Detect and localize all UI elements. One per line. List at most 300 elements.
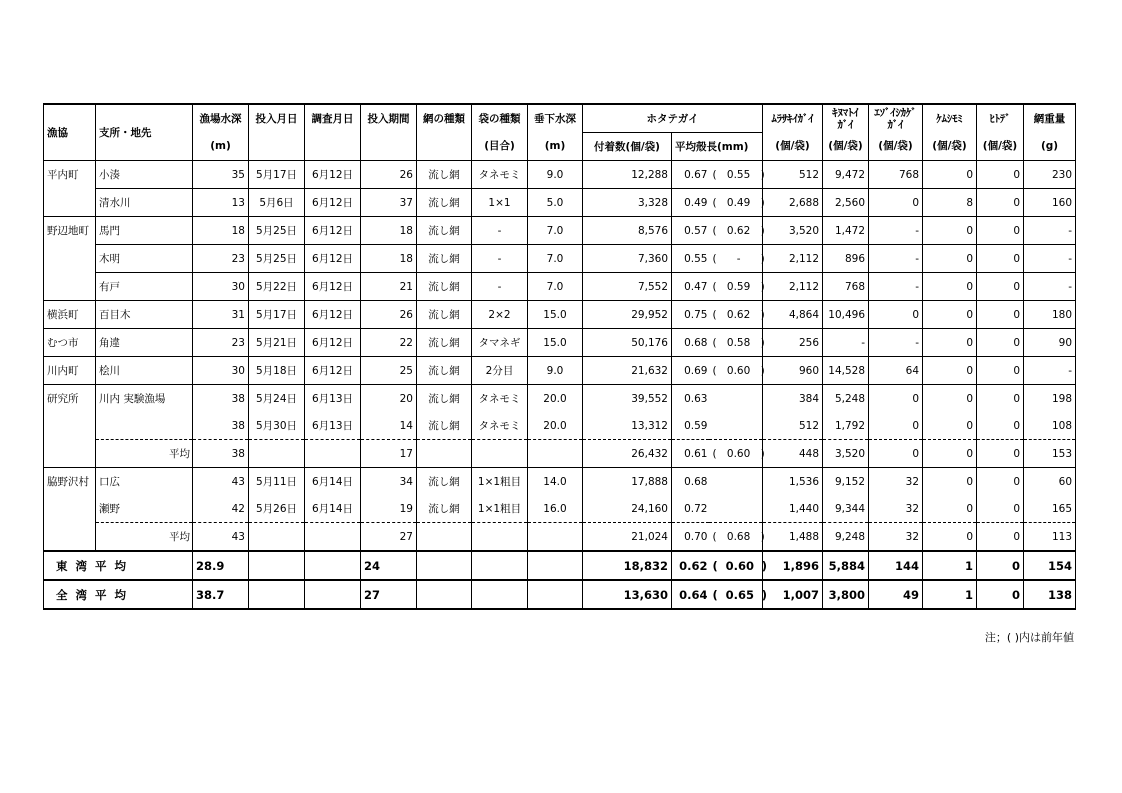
cell-survey bbox=[305, 440, 361, 468]
cell-bag: - bbox=[472, 273, 528, 301]
prev-value: 0.49 bbox=[726, 196, 751, 209]
cell-sp3: 0 bbox=[869, 412, 923, 440]
cell-period: 22 bbox=[361, 329, 417, 357]
cell-branch: 角違 bbox=[96, 329, 193, 357]
total-empty bbox=[528, 551, 583, 580]
cell-sp3: 32 bbox=[869, 495, 923, 523]
cell-survey: 6月14日 bbox=[305, 468, 361, 496]
total-prev-length bbox=[709, 580, 768, 609]
cell-count: 29,952 bbox=[583, 301, 672, 329]
header-sp2-line2: ｶﾞｲ bbox=[837, 118, 854, 131]
cell-survey: 6月12日 bbox=[305, 357, 361, 385]
cell-set: 5月6日 bbox=[249, 189, 305, 217]
cell-sp1: 512 bbox=[763, 161, 823, 189]
total-count: 18,832 bbox=[583, 551, 672, 580]
total-depth: 38.7 bbox=[193, 580, 249, 609]
cell-sp3: 0 bbox=[869, 385, 923, 413]
cell-hang: 9.0 bbox=[528, 161, 583, 189]
header-region: 漁協 bbox=[44, 104, 96, 161]
paren-open: ( bbox=[712, 587, 718, 602]
cell-count: 13,312 bbox=[583, 412, 672, 440]
cell-net: 流し網 bbox=[417, 189, 472, 217]
cell-bag bbox=[472, 440, 528, 468]
cell-branch: 平均 bbox=[96, 523, 193, 552]
cell-sp5: 0 bbox=[977, 189, 1024, 217]
prev-value: 0.62 bbox=[726, 308, 751, 321]
cell-weight: - bbox=[1024, 273, 1076, 301]
total-len: 0.64 bbox=[672, 580, 709, 609]
cell-prev-length bbox=[709, 161, 763, 189]
cell-sp2: 1,472 bbox=[823, 217, 869, 245]
cell-sp4: 0 bbox=[923, 329, 977, 357]
cell-weight: 60 bbox=[1024, 468, 1076, 496]
paren-close: ) bbox=[760, 530, 765, 543]
cell-net: 流し網 bbox=[417, 357, 472, 385]
cell-weight: - bbox=[1024, 357, 1076, 385]
cell-sp3: 0 bbox=[869, 440, 923, 468]
total-weight: 138 bbox=[1024, 580, 1076, 609]
cell-period: 21 bbox=[361, 273, 417, 301]
cell-len: 0.72 bbox=[672, 495, 709, 523]
cell-survey: 6月12日 bbox=[305, 329, 361, 357]
paren-open: ( bbox=[712, 252, 717, 265]
cell-prev-length bbox=[709, 301, 763, 329]
total-empty bbox=[305, 580, 361, 609]
cell-survey: 6月12日 bbox=[305, 301, 361, 329]
table-row bbox=[44, 495, 1076, 523]
cell-set bbox=[249, 523, 305, 552]
cell-hang: 7.0 bbox=[528, 245, 583, 273]
paren-open: ( bbox=[712, 558, 718, 573]
cell-survey: 6月12日 bbox=[305, 189, 361, 217]
cell-prev-length bbox=[709, 412, 763, 440]
total-sp5: 0 bbox=[977, 551, 1024, 580]
cell-prev-length bbox=[709, 468, 763, 496]
cell-region: 横浜町 bbox=[44, 301, 96, 329]
total-label: 東 湾 平 均 bbox=[44, 551, 193, 580]
cell-branch: 平均 bbox=[96, 440, 193, 468]
total-label: 全 湾 平 均 bbox=[44, 580, 193, 609]
cell-region: 研究所 bbox=[44, 385, 96, 413]
prev-value: 0.68 bbox=[726, 530, 751, 543]
header-sp3-line2: ｶﾞｲ bbox=[887, 118, 904, 131]
header-sp1-unit: (個/袋) bbox=[763, 133, 823, 161]
cell-region bbox=[44, 495, 96, 523]
cell-period: 34 bbox=[361, 468, 417, 496]
header-depth-unit: (m) bbox=[193, 133, 249, 161]
cell-net: 流し網 bbox=[417, 385, 472, 413]
total-period: 24 bbox=[361, 551, 417, 580]
prev-value: 0.55 bbox=[726, 168, 751, 181]
cell-len: 0.47 bbox=[672, 273, 709, 301]
cell-depth: 23 bbox=[193, 245, 249, 273]
cell-len: 0.55 bbox=[672, 245, 709, 273]
cell-branch: 瀬野 bbox=[96, 495, 193, 523]
scallop-survey-table bbox=[43, 103, 1076, 610]
cell-sp2: 10,496 bbox=[823, 301, 869, 329]
cell-region bbox=[44, 273, 96, 301]
cell-sp5: 0 bbox=[977, 412, 1024, 440]
header-net-type: 網の種類 bbox=[417, 104, 472, 161]
header-sp3 bbox=[869, 104, 923, 133]
cell-count: 50,176 bbox=[583, 329, 672, 357]
total-sp1: 1,896 bbox=[763, 551, 823, 580]
cell-sp4: 8 bbox=[923, 189, 977, 217]
cell-len: 0.67 bbox=[672, 161, 709, 189]
prev-value: 0.62 bbox=[726, 224, 751, 237]
cell-region bbox=[44, 189, 96, 217]
table-row bbox=[44, 273, 1076, 301]
cell-sp1: 1,440 bbox=[763, 495, 823, 523]
cell-sp3: 64 bbox=[869, 357, 923, 385]
cell-sp5: 0 bbox=[977, 329, 1024, 357]
cell-survey: 6月13日 bbox=[305, 412, 361, 440]
total-sp3: 49 bbox=[869, 580, 923, 609]
cell-prev-length bbox=[709, 329, 763, 357]
cell-sp4: 0 bbox=[923, 495, 977, 523]
cell-count: 8,576 bbox=[583, 217, 672, 245]
paren-open: ( bbox=[712, 280, 717, 293]
cell-sp1: 448 bbox=[763, 440, 823, 468]
header-period: 投入期間 bbox=[361, 104, 417, 161]
cell-sp4: 0 bbox=[923, 440, 977, 468]
cell-depth: 38 bbox=[193, 412, 249, 440]
total-empty bbox=[417, 580, 472, 609]
paren-open: ( bbox=[712, 336, 717, 349]
cell-period: 27 bbox=[361, 523, 417, 552]
cell-depth: 30 bbox=[193, 357, 249, 385]
table-row bbox=[44, 523, 1076, 552]
cell-sp1: 512 bbox=[763, 412, 823, 440]
cell-sp5: 0 bbox=[977, 161, 1024, 189]
cell-hang bbox=[528, 523, 583, 552]
cell-sp2: 14,528 bbox=[823, 357, 869, 385]
cell-sp1: 2,112 bbox=[763, 273, 823, 301]
cell-count: 7,360 bbox=[583, 245, 672, 273]
cell-period: 14 bbox=[361, 412, 417, 440]
cell-sp4: 0 bbox=[923, 523, 977, 552]
total-prev-length bbox=[709, 551, 768, 580]
table-row bbox=[44, 468, 1076, 496]
total-sp4: 1 bbox=[923, 580, 977, 609]
cell-sp2: 1,792 bbox=[823, 412, 869, 440]
cell-bag: - bbox=[472, 217, 528, 245]
total-empty bbox=[528, 580, 583, 609]
header-sp4: ｹﾑｼﾓﾐ bbox=[923, 104, 977, 133]
cell-set: 5月24日 bbox=[249, 385, 305, 413]
cell-bag: 1×1粗目 bbox=[472, 495, 528, 523]
cell-set: 5月22日 bbox=[249, 273, 305, 301]
cell-weight: 90 bbox=[1024, 329, 1076, 357]
cell-sp4: 0 bbox=[923, 161, 977, 189]
table-body bbox=[44, 161, 1076, 610]
cell-region bbox=[44, 412, 96, 440]
cell-depth: 30 bbox=[193, 273, 249, 301]
cell-sp4: 0 bbox=[923, 412, 977, 440]
cell-set: 5月30日 bbox=[249, 412, 305, 440]
cell-hang: 5.0 bbox=[528, 189, 583, 217]
header-set-date: 投入月日 bbox=[249, 104, 305, 161]
cell-period: 18 bbox=[361, 245, 417, 273]
cell-bag: 2分目 bbox=[472, 357, 528, 385]
total-sp3: 144 bbox=[869, 551, 923, 580]
cell-hang: 20.0 bbox=[528, 412, 583, 440]
cell-sp1: 256 bbox=[763, 329, 823, 357]
cell-bag: 1×1 bbox=[472, 189, 528, 217]
cell-sp5: 0 bbox=[977, 468, 1024, 496]
total-sp1: 1,007 bbox=[763, 580, 823, 609]
cell-sp1: 3,520 bbox=[763, 217, 823, 245]
prev-value: 0.60 bbox=[725, 558, 754, 573]
cell-sp2: 9,248 bbox=[823, 523, 869, 552]
prev-value: 0.60 bbox=[726, 364, 751, 377]
cell-survey bbox=[305, 523, 361, 552]
cell-sp1: 2,688 bbox=[763, 189, 823, 217]
cell-depth: 35 bbox=[193, 161, 249, 189]
cell-sp4: 0 bbox=[923, 273, 977, 301]
cell-weight: 230 bbox=[1024, 161, 1076, 189]
cell-prev-length bbox=[709, 189, 763, 217]
cell-sp4: 0 bbox=[923, 301, 977, 329]
cell-sp2: 2,560 bbox=[823, 189, 869, 217]
cell-count: 26,432 bbox=[583, 440, 672, 468]
cell-sp5: 0 bbox=[977, 385, 1024, 413]
cell-period: 37 bbox=[361, 189, 417, 217]
cell-count: 7,552 bbox=[583, 273, 672, 301]
table-row bbox=[44, 245, 1076, 273]
paren-close: ) bbox=[760, 447, 765, 460]
cell-survey: 6月12日 bbox=[305, 217, 361, 245]
paren-open: ( bbox=[712, 530, 717, 543]
cell-sp2: 896 bbox=[823, 245, 869, 273]
cell-prev-length bbox=[709, 385, 763, 413]
cell-net: 流し網 bbox=[417, 412, 472, 440]
paren-close: ) bbox=[760, 336, 765, 349]
table-row bbox=[44, 329, 1076, 357]
cell-branch: 口広 bbox=[96, 468, 193, 496]
cell-period: 19 bbox=[361, 495, 417, 523]
cell-branch: 桧川 bbox=[96, 357, 193, 385]
cell-sp4: 0 bbox=[923, 217, 977, 245]
cell-sp4: 0 bbox=[923, 357, 977, 385]
cell-hang: 15.0 bbox=[528, 301, 583, 329]
table-row bbox=[44, 189, 1076, 217]
cell-hang bbox=[528, 440, 583, 468]
cell-net: 流し網 bbox=[417, 301, 472, 329]
cell-survey: 6月13日 bbox=[305, 385, 361, 413]
cell-set: 5月17日 bbox=[249, 161, 305, 189]
cell-region: むつ市 bbox=[44, 329, 96, 357]
cell-period: 20 bbox=[361, 385, 417, 413]
paren-close: ) bbox=[760, 280, 765, 293]
cell-count: 21,024 bbox=[583, 523, 672, 552]
paren-open: ( bbox=[712, 196, 717, 209]
cell-sp2: 3,520 bbox=[823, 440, 869, 468]
cell-depth: 43 bbox=[193, 523, 249, 552]
table-row bbox=[44, 357, 1076, 385]
header-sp2-line1: ｷﾇﾏﾄｲ bbox=[832, 106, 859, 119]
header-weight-unit: (g) bbox=[1024, 133, 1076, 161]
cell-len: 0.61 bbox=[672, 440, 709, 468]
total-empty bbox=[417, 551, 472, 580]
cell-net: 流し網 bbox=[417, 161, 472, 189]
cell-sp1: 4,864 bbox=[763, 301, 823, 329]
cell-depth: 38 bbox=[193, 385, 249, 413]
paren-close: ) bbox=[761, 587, 768, 602]
cell-bag: タマネギ bbox=[472, 329, 528, 357]
cell-len: 0.49 bbox=[672, 189, 709, 217]
paren-close: ) bbox=[760, 196, 765, 209]
total-sp2: 5,884 bbox=[823, 551, 869, 580]
cell-set: 5月21日 bbox=[249, 329, 305, 357]
cell-bag: 2×2 bbox=[472, 301, 528, 329]
cell-len: 0.63 bbox=[672, 385, 709, 413]
table-row bbox=[44, 301, 1076, 329]
cell-bag: 1×1粗目 bbox=[472, 468, 528, 496]
cell-depth: 38 bbox=[193, 440, 249, 468]
total-sp4: 1 bbox=[923, 551, 977, 580]
cell-prev-length bbox=[709, 217, 763, 245]
cell-set: 5月26日 bbox=[249, 495, 305, 523]
cell-survey: 6月14日 bbox=[305, 495, 361, 523]
header-weight: 網重量 bbox=[1024, 104, 1076, 133]
cell-sp1: 384 bbox=[763, 385, 823, 413]
paren-close: ) bbox=[761, 558, 768, 573]
cell-prev-length bbox=[709, 357, 763, 385]
paren-open: ( bbox=[712, 224, 717, 237]
cell-set: 5月25日 bbox=[249, 245, 305, 273]
prev-value: 0.59 bbox=[726, 280, 751, 293]
cell-weight: 180 bbox=[1024, 301, 1076, 329]
cell-net bbox=[417, 523, 472, 552]
prev-value: - bbox=[736, 252, 741, 265]
cell-branch: 小湊 bbox=[96, 161, 193, 189]
cell-depth: 43 bbox=[193, 468, 249, 496]
cell-sp3: - bbox=[869, 273, 923, 301]
cell-sp5: 0 bbox=[977, 523, 1024, 552]
prev-value: 0.58 bbox=[726, 336, 751, 349]
cell-sp2: 9,152 bbox=[823, 468, 869, 496]
header-count: 付着数(個/袋) bbox=[583, 133, 672, 161]
cell-sp3: 32 bbox=[869, 468, 923, 496]
cell-sp2: - bbox=[823, 329, 869, 357]
paren-open: ( bbox=[712, 168, 717, 181]
cell-len: 0.68 bbox=[672, 468, 709, 496]
cell-set: 5月17日 bbox=[249, 301, 305, 329]
cell-hang: 16.0 bbox=[528, 495, 583, 523]
cell-sp5: 0 bbox=[977, 440, 1024, 468]
cell-net: 流し網 bbox=[417, 245, 472, 273]
cell-set: 5月25日 bbox=[249, 217, 305, 245]
paren-close: ) bbox=[760, 252, 765, 265]
header-depth: 漁場水深 bbox=[193, 104, 249, 133]
cell-bag: - bbox=[472, 245, 528, 273]
header-survey-date: 調査月日 bbox=[305, 104, 361, 161]
cell-branch: 川内 実験漁場 bbox=[96, 385, 193, 413]
cell-set bbox=[249, 440, 305, 468]
cell-len: 0.57 bbox=[672, 217, 709, 245]
cell-len: 0.69 bbox=[672, 357, 709, 385]
cell-len: 0.70 bbox=[672, 523, 709, 552]
cell-hang: 7.0 bbox=[528, 217, 583, 245]
table-row bbox=[44, 385, 1076, 413]
cell-period: 26 bbox=[361, 161, 417, 189]
cell-region: 野辺地町 bbox=[44, 217, 96, 245]
table-row bbox=[44, 440, 1076, 468]
cell-region bbox=[44, 523, 96, 552]
cell-survey: 6月12日 bbox=[305, 161, 361, 189]
table-row bbox=[44, 217, 1076, 245]
header-sp5-unit: (個/袋) bbox=[977, 133, 1024, 161]
cell-branch: 有戸 bbox=[96, 273, 193, 301]
cell-weight: 108 bbox=[1024, 412, 1076, 440]
cell-prev-length bbox=[709, 273, 763, 301]
prev-value: 0.65 bbox=[725, 587, 754, 602]
cell-len: 0.59 bbox=[672, 412, 709, 440]
cell-branch: 木明 bbox=[96, 245, 193, 273]
total-empty bbox=[472, 551, 528, 580]
cell-bag: タネモミ bbox=[472, 385, 528, 413]
footnote: 注；( )内は前年値 bbox=[984, 631, 1074, 644]
header-sp2-unit: (個/袋) bbox=[823, 133, 869, 161]
total-row bbox=[44, 580, 1076, 609]
total-depth: 28.9 bbox=[193, 551, 249, 580]
paren-close: ) bbox=[760, 308, 765, 321]
cell-bag bbox=[472, 523, 528, 552]
cell-sp5: 0 bbox=[977, 301, 1024, 329]
cell-count: 39,552 bbox=[583, 385, 672, 413]
cell-sp4: 0 bbox=[923, 245, 977, 273]
cell-prev-length bbox=[709, 440, 763, 468]
cell-weight: - bbox=[1024, 245, 1076, 273]
cell-weight: 198 bbox=[1024, 385, 1076, 413]
cell-sp1: 1,488 bbox=[763, 523, 823, 552]
cell-count: 12,288 bbox=[583, 161, 672, 189]
cell-sp1: 960 bbox=[763, 357, 823, 385]
cell-hang: 7.0 bbox=[528, 273, 583, 301]
cell-count: 17,888 bbox=[583, 468, 672, 496]
cell-count: 24,160 bbox=[583, 495, 672, 523]
paren-close: ) bbox=[760, 168, 765, 181]
total-period: 27 bbox=[361, 580, 417, 609]
cell-prev-length bbox=[709, 245, 763, 273]
cell-depth: 23 bbox=[193, 329, 249, 357]
cell-period: 18 bbox=[361, 217, 417, 245]
header-sp2 bbox=[823, 104, 869, 133]
cell-sp5: 0 bbox=[977, 495, 1024, 523]
cell-net: 流し網 bbox=[417, 468, 472, 496]
header-hang-unit: (m) bbox=[528, 133, 583, 161]
cell-sp2: 9,344 bbox=[823, 495, 869, 523]
cell-bag: タネモミ bbox=[472, 161, 528, 189]
cell-net: 流し網 bbox=[417, 217, 472, 245]
cell-hang: 14.0 bbox=[528, 468, 583, 496]
table-header bbox=[44, 104, 1076, 161]
cell-sp5: 0 bbox=[977, 217, 1024, 245]
cell-bag: タネモミ bbox=[472, 412, 528, 440]
cell-region: 川内町 bbox=[44, 357, 96, 385]
cell-set: 5月11日 bbox=[249, 468, 305, 496]
cell-branch: 馬門 bbox=[96, 217, 193, 245]
cell-hang: 15.0 bbox=[528, 329, 583, 357]
cell-sp5: 0 bbox=[977, 245, 1024, 273]
cell-region bbox=[44, 245, 96, 273]
paren-close: ) bbox=[760, 224, 765, 237]
cell-sp3: 0 bbox=[869, 189, 923, 217]
cell-branch bbox=[96, 412, 193, 440]
cell-sp2: 768 bbox=[823, 273, 869, 301]
cell-branch: 清水川 bbox=[96, 189, 193, 217]
